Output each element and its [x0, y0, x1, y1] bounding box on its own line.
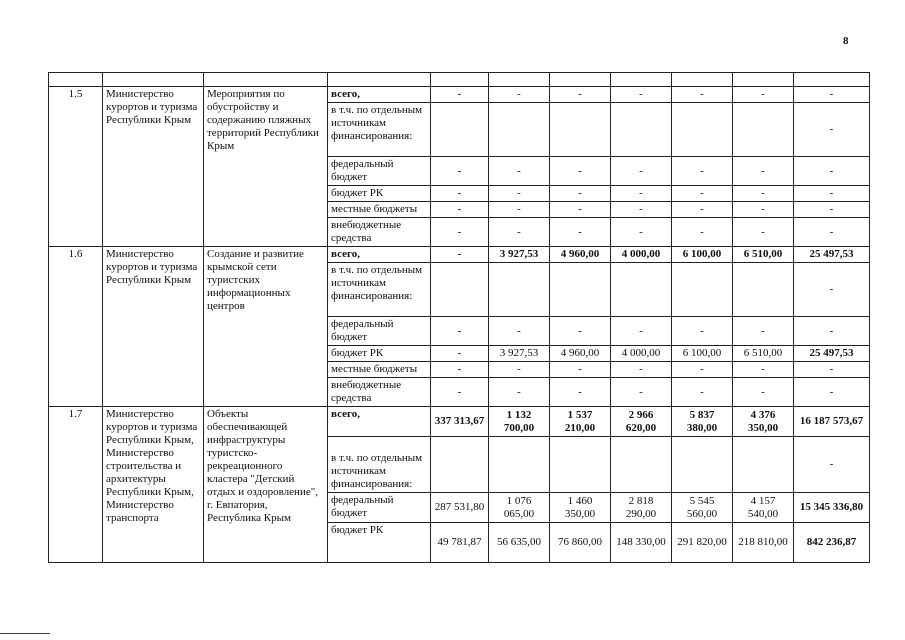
value-cell: -: [489, 157, 550, 186]
source-label: внебюджетные средства: [328, 378, 431, 407]
value-cell: -: [611, 157, 672, 186]
value-cell: -: [733, 378, 794, 407]
value-cell: -: [794, 218, 870, 247]
source-label: внебюджетные средства: [328, 218, 431, 247]
source-label: местные бюджеты: [328, 362, 431, 378]
value-cell: 56 635,00: [489, 523, 550, 563]
value-cell: -: [431, 202, 489, 218]
value-cell: 2 818 290,00: [611, 493, 672, 523]
value-cell: -: [794, 378, 870, 407]
value-cell: -: [611, 378, 672, 407]
value-cell: 6 100,00: [672, 346, 733, 362]
source-label: всего,: [328, 407, 431, 437]
value-cell: 287 531,80: [431, 493, 489, 523]
value-cell: -: [550, 378, 611, 407]
value-cell: 3 927,53: [489, 346, 550, 362]
value-cell: -: [550, 218, 611, 247]
value-cell: -: [672, 186, 733, 202]
page-number: 8: [843, 35, 849, 47]
value-cell: -: [489, 317, 550, 346]
row-1-5-total: [49, 87, 870, 103]
value-cell: -: [672, 362, 733, 378]
value-cell: -: [733, 157, 794, 186]
executor-cell: Министерство курортов и туризма Республики Крым, Министерство строительства и архитектуры Республики Крым, Министерство транспорта: [103, 407, 204, 563]
value-cell: 6 100,00: [672, 247, 733, 263]
value-cell: -: [672, 317, 733, 346]
value-cell: 842 236,87: [794, 523, 870, 563]
executor-cell: Министерство курортов и туризма Республики Крым: [103, 87, 204, 247]
activity-cell: Объекты обеспечивающей инфраструктуры туристско-рекреационного кластера "Детский отдых и оздоровление", г. Евпатория, Республика Крым: [204, 407, 328, 563]
value-cell: 1 132 700,00: [489, 407, 550, 437]
source-label: в т.ч. по отдельным источникам финансирования:: [328, 103, 431, 157]
value-cell: -: [794, 317, 870, 346]
value-cell: -: [672, 202, 733, 218]
funding-table: [48, 72, 870, 563]
source-label: федеральный бюджет: [328, 157, 431, 186]
value-cell: -: [489, 87, 550, 103]
value-cell: -: [794, 437, 870, 493]
source-label: бюджет РК: [328, 523, 431, 563]
value-cell: 4 376 350,00: [733, 407, 794, 437]
source-label: всего,: [328, 87, 431, 103]
value-cell: -: [794, 362, 870, 378]
row-index: 1.5: [49, 87, 103, 247]
value-cell: -: [672, 218, 733, 247]
value-cell: 6 510,00: [733, 346, 794, 362]
value-cell: -: [550, 87, 611, 103]
value-cell: 4 960,00: [550, 346, 611, 362]
value-cell: 1 460 350,00: [550, 493, 611, 523]
value-cell: -: [431, 346, 489, 362]
value-cell: -: [733, 202, 794, 218]
value-cell: -: [611, 186, 672, 202]
value-cell: 4 157 540,00: [733, 493, 794, 523]
value-cell: 337 313,67: [431, 407, 489, 437]
value-cell: 291 820,00: [672, 523, 733, 563]
value-cell: -: [794, 103, 870, 157]
row-1-6-total: [49, 247, 870, 263]
row-index: 1.6: [49, 247, 103, 407]
value-cell: -: [794, 202, 870, 218]
value-cell: -: [550, 186, 611, 202]
value-cell: -: [611, 218, 672, 247]
source-label: бюджет РК: [328, 186, 431, 202]
value-cell: -: [431, 317, 489, 346]
source-label: федеральный бюджет: [328, 493, 431, 523]
value-cell: 25 497,53: [794, 247, 870, 263]
value-cell: -: [672, 157, 733, 186]
value-cell: 1 076 065,00: [489, 493, 550, 523]
source-label: всего,: [328, 247, 431, 263]
value-cell: -: [489, 218, 550, 247]
executor-cell: Министерство курортов и туризма Республики Крым: [103, 247, 204, 407]
value-cell: -: [550, 202, 611, 218]
source-label: федеральный бюджет: [328, 317, 431, 346]
value-cell: 5 837 380,00: [672, 407, 733, 437]
value-cell: 4 000,00: [611, 247, 672, 263]
value-cell: -: [489, 186, 550, 202]
value-cell: -: [794, 263, 870, 317]
source-label: в т.ч. по отдельным источникам финансирования:: [328, 263, 431, 317]
footnote-rule: [0, 633, 50, 634]
value-cell: -: [431, 157, 489, 186]
value-cell: 76 860,00: [550, 523, 611, 563]
value-cell: -: [489, 202, 550, 218]
value-cell: 1 537 210,00: [550, 407, 611, 437]
value-cell: 2 966 620,00: [611, 407, 672, 437]
value-cell: -: [489, 362, 550, 378]
value-cell: -: [431, 362, 489, 378]
value-cell: -: [431, 378, 489, 407]
value-cell: -: [794, 186, 870, 202]
value-cell: -: [431, 247, 489, 263]
activity-cell: Создание и развитие крымской сети туристских информационных центров: [204, 247, 328, 407]
value-cell: -: [672, 378, 733, 407]
value-cell: -: [733, 218, 794, 247]
value-cell: 15 345 336,80: [794, 493, 870, 523]
value-cell: -: [733, 317, 794, 346]
value-cell: 6 510,00: [733, 247, 794, 263]
value-cell: -: [733, 186, 794, 202]
value-cell: -: [611, 202, 672, 218]
value-cell: 4 000,00: [611, 346, 672, 362]
row-1-7-total: [49, 407, 870, 437]
value-cell: -: [733, 87, 794, 103]
value-cell: -: [611, 87, 672, 103]
value-cell: 49 781,87: [431, 523, 489, 563]
value-cell: 4 960,00: [550, 247, 611, 263]
value-cell: 148 330,00: [611, 523, 672, 563]
value-cell: -: [794, 157, 870, 186]
value-cell: -: [431, 186, 489, 202]
row-index: 1.7: [49, 407, 103, 563]
value-cell: -: [611, 362, 672, 378]
value-cell: -: [550, 317, 611, 346]
activity-cell: Мероприятия по обустройству и содержанию пляжных территорий Республики Крым: [204, 87, 328, 247]
value-cell: 16 187 573,67: [794, 407, 870, 437]
value-cell: -: [794, 87, 870, 103]
value-cell: -: [733, 362, 794, 378]
value-cell: 218 810,00: [733, 523, 794, 563]
value-cell: 25 497,53: [794, 346, 870, 362]
value-cell: 5 545 560,00: [672, 493, 733, 523]
source-label: местные бюджеты: [328, 202, 431, 218]
source-label: в т.ч. по отдельным источникам финансирования:: [328, 437, 431, 493]
value-cell: -: [489, 378, 550, 407]
value-cell: 3 927,53: [489, 247, 550, 263]
value-cell: -: [550, 157, 611, 186]
value-cell: -: [611, 317, 672, 346]
value-cell: -: [431, 87, 489, 103]
value-cell: -: [550, 362, 611, 378]
header-row: [49, 73, 870, 87]
value-cell: -: [672, 87, 733, 103]
source-label: бюджет РК: [328, 346, 431, 362]
value-cell: -: [431, 218, 489, 247]
